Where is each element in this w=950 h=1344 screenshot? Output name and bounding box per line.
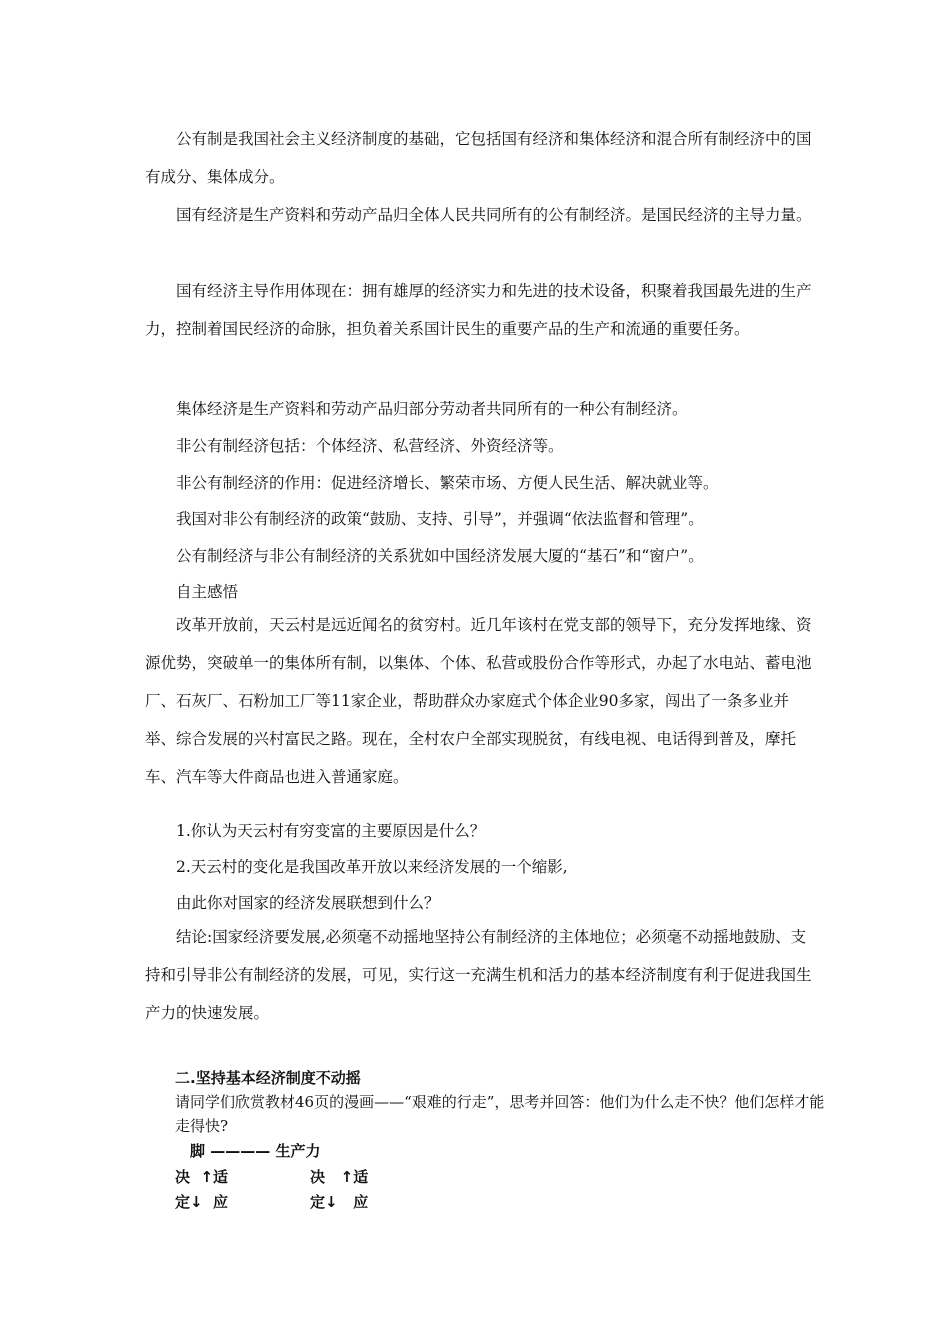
paragraph-conclusion: 结论:国家经济要发展,必须毫不动摇地坚持公有制经济的主体地位；必须毫不动摇地鼓励、支持和引导非公有制经济的发展，可见，实行这一充满生机和活力的基本经济制度有利于促进我国生产力的快速发展。 <box>145 928 812 1022</box>
paragraph-relationship: 公有制经济与非公有制经济的关系犹如中国经济发展大厦的“基石”和“窗户”。 <box>176 547 704 565</box>
diagram-line-3-right: 定↓ 应 <box>310 1193 369 1211</box>
diagram-line-2-right: 决 ↑适 <box>310 1168 369 1186</box>
paragraph-tianyun-story: 改革开放前，天云村是远近闻名的贫穷村。近几年该村在党支部的领导下，充分发挥地缘、资源优势，突破单一的集体所有制，以集体、个体、私营或股份合作等形式，办起了水电站、蓄电池厂、石灰厂、石粉加工厂等11家企业，帮助群众办家庭式个体企业90多家，闯出了一条多业并举、综合发展的兴村富民之路。现在，全村农户全部实现脱贫，有线电视、电话得到普及，摩托车、汽车等大件商品也进入普通家庭。 <box>145 616 812 786</box>
paragraph-state-economy: 国有经济是生产资料和劳动产品归全体人民共同所有的公有制经济。是国民经济的主导力量。 <box>176 206 812 224</box>
paragraph-public-ownership: 公有制是我国社会主义经济制度的基础，它包括国有经济和集体经济和混合所有制经济中的国有成分、集体成分。 <box>145 130 812 186</box>
section-2-heading: 二.坚持基本经济制度不动摇 <box>175 1069 361 1087</box>
diagram-line-3-left: 定↓ 应 <box>175 1193 229 1211</box>
paragraph-self-reflection-title: 自主感悟 <box>176 583 239 601</box>
paragraph-policy: 我国对非公有制经济的政策“鼓励、支持、引导”，并强调“依法监督和管理”。 <box>176 510 704 528</box>
paragraph-state-role: 国有经济主导作用体现在：拥有雄厚的经济实力和先进的技术设备，积聚着我国最先进的生产力，控制着国民经济的命脉，担负着关系国计民生的重要产品的生产和流通的重要任务。 <box>145 282 812 338</box>
diagram-line-2-left: 决 ↑适 <box>175 1168 229 1186</box>
paragraph-nonpublic-types: 非公有制经济包括：个体经济、私营经济、外资经济等。 <box>176 437 564 455</box>
section-2-text: 请同学们欣赏教材46页的漫画——“艰难的行走”，思考并回答：他们为什么走不快？他们怎样才能走得快? <box>175 1093 825 1135</box>
question-3: 由此你对国家的经济发展联想到什么？ <box>176 894 440 912</box>
paragraph-collective-economy: 集体经济是生产资料和劳动产品归部分劳动者共同所有的一种公有制经济。 <box>176 400 688 418</box>
question-2: 2.天云村的变化是我国改革开放以来经济发展的一个缩影, <box>176 858 568 876</box>
question-1: 1.你认为天云村有穷变富的主要原因是什么？ <box>176 822 486 840</box>
paragraph-nonpublic-role: 非公有制经济的作用：促进经济增长、繁荣市场、方便人民生活、解决就业等。 <box>176 474 719 492</box>
diagram-line-1: 脚 ———— 生产力 <box>190 1142 321 1160</box>
